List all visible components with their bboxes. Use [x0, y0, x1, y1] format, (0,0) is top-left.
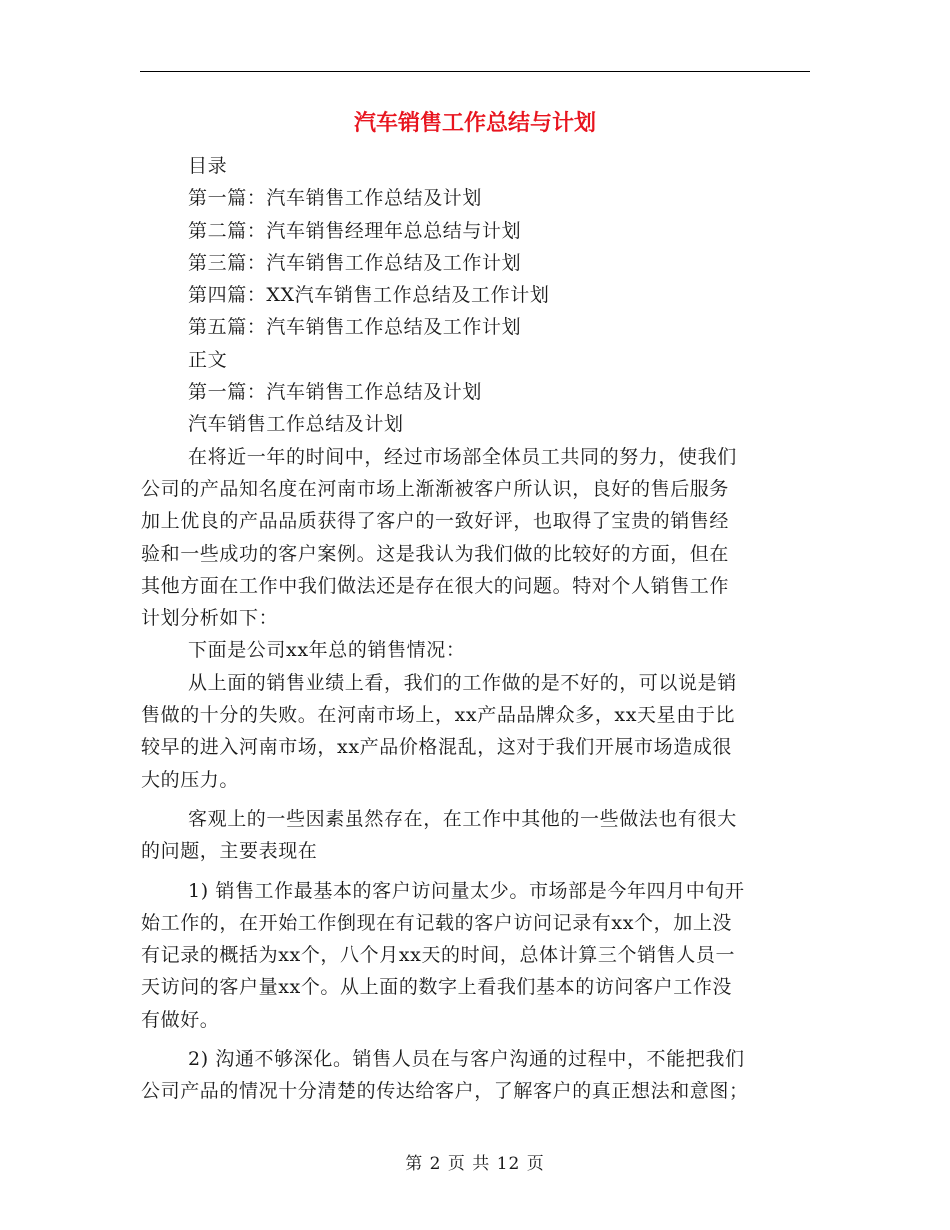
paragraph-line: 在将近一年的时间中，经过市场部全体员工共同的努力，使我们: [188, 445, 737, 468]
paragraph-line: 有记录的概括为xx个，八个月xx天的时间，总体计算三个销售人员一: [141, 944, 736, 967]
paragraph: [141, 634, 811, 666]
document-title: 汽车销售工作总结与计划: [353, 111, 596, 136]
page-footer: 第 2 页 共 12 页: [405, 1154, 545, 1174]
paragraph: [141, 667, 811, 796]
paragraph: [141, 441, 811, 635]
paragraph-line: 天访问的客户量xx个。从上面的数字上看我们基本的访问客户工作没: [141, 976, 733, 999]
paragraph-line: 客观上的一些因素虽然存在，在工作中其他的一些做法也有很大: [188, 807, 737, 830]
paragraph-line: 始工作的，在开始工作倒现在有记载的客户访问记录有xx个，加上没: [141, 911, 733, 934]
paragraph-line: 的问题，主要表现在: [141, 840, 318, 863]
paragraph-line: 计划分析如下：: [141, 607, 279, 630]
toc-item: 第一篇：汽车销售工作总结及计划: [188, 187, 483, 210]
toc-item: 第四篇：XX汽车销售工作总结及工作计划: [188, 284, 550, 307]
body-heading: 正文: [188, 348, 228, 371]
paragraph-line: 下面是公司xx年总的销售情况：: [188, 639, 466, 662]
paragraph-line: 2) 沟通不够深化。销售人员在与客户沟通的过程中，不能把我们: [188, 1048, 745, 1071]
paragraph: [141, 1043, 811, 1108]
paragraph-line: 公司的产品知名度在河南市场上渐渐被客户所认识，良好的售后服务: [141, 477, 730, 500]
header-rule: [140, 71, 810, 72]
paragraph-line: 有做好。: [141, 1008, 220, 1031]
paragraph-line: 较早的进入河南市场，xx产品价格混乱，这对于我们开展市场造成很: [141, 736, 733, 759]
paragraph-line: 验和一些成功的客户案例。这是我认为我们做的比较好的方面，但在: [141, 542, 730, 565]
toc-heading: 目录: [188, 155, 228, 177]
toc-item: 第五篇：汽车销售工作总结及工作计划: [188, 316, 522, 339]
paragraph: [141, 875, 811, 1036]
paragraph-line: 大的压力。: [141, 768, 240, 791]
paragraph-line: 其他方面在工作中我们做法还是存在很大的问题。特对个人销售工作: [141, 574, 730, 597]
paragraph-line: 从上面的销售业绩上看，我们的工作做的是不好的，可以说是销: [188, 671, 737, 694]
document-body: [141, 150, 811, 1108]
toc-item: 第二篇：汽车销售经理年总总结与计划: [188, 219, 522, 242]
paragraph-line: 加上优良的产品品质获得了客户的一致好评，也取得了宝贵的销售经: [141, 510, 730, 533]
paragraph-line: 公司产品的情况十分清楚的传达给客户，了解客户的真正想法和意图；: [141, 1080, 749, 1103]
paragraph-line: 售做的十分的失败。在河南市场上，xx产品品牌众多，xx天星由于比: [141, 704, 736, 727]
paragraph-line: 1) 销售工作最基本的客户访问量太少。市场部是今年四月中旬开: [188, 879, 745, 902]
chapter-title: 第一篇：汽车销售工作总结及计划: [188, 381, 483, 404]
article-title: 汽车销售工作总结及计划: [188, 413, 404, 436]
paragraph: [141, 803, 811, 868]
toc-item: 第三篇：汽车销售工作总结及工作计划: [188, 251, 522, 274]
